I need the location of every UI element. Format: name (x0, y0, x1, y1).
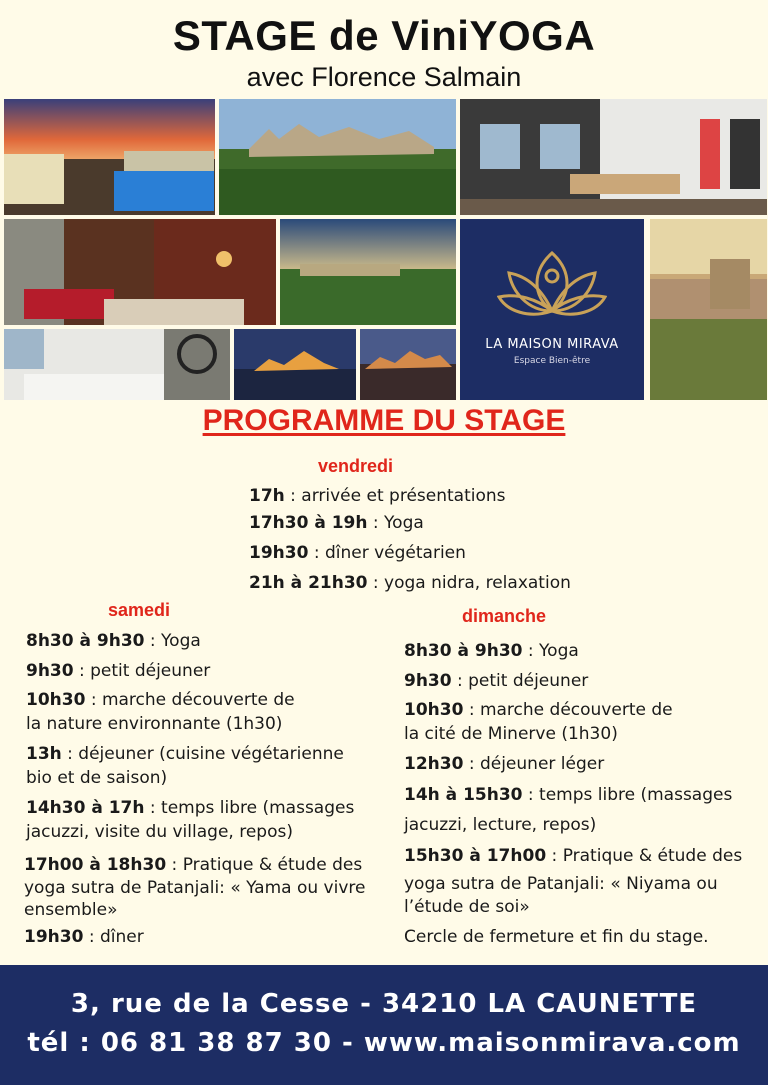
item-text: : yoga nidra, relaxation (367, 573, 571, 593)
list-item-cont: ensemble» (24, 900, 118, 920)
photo-castle-night (234, 329, 356, 400)
footer-contact: tél : 06 81 38 87 30 - www.maisonmirava.com (27, 1028, 741, 1058)
item-text: Cercle de fermeture et fin du stage. (404, 927, 709, 947)
photo-jacuzzi-sunset (4, 99, 215, 215)
list-item (404, 927, 709, 948)
list-item (26, 631, 201, 652)
list-item (404, 846, 742, 867)
photo-carcassonne-vineyard (219, 99, 456, 215)
item-time: 15h30 à 17h00 (404, 846, 547, 866)
item-text: : Yoga (367, 513, 424, 533)
list-item (404, 754, 604, 775)
item-time: 8h30 à 9h30 (404, 641, 523, 661)
item-text: : petit déjeuner (451, 671, 589, 691)
photo-bedroom (4, 329, 230, 400)
item-time: 21h à 21h30 (249, 573, 368, 593)
list-item-cont: yoga sutra de Patanjali: « Niyama ou (404, 874, 718, 894)
item-text: : Yoga (522, 641, 579, 661)
item-time: 14h à 15h30 (404, 785, 523, 805)
list-item (24, 927, 144, 948)
list-item-cont: l’étude de soi» (404, 897, 530, 917)
item-time: 13h (26, 744, 62, 764)
item-text: : petit déjeuner (73, 661, 211, 681)
item-time: 19h30 (24, 927, 84, 947)
item-text: : arrivée et présentations (284, 486, 506, 506)
list-item (404, 671, 588, 692)
list-item-cont: jacuzzi, lecture, repos) (404, 815, 597, 835)
day-heading-dimanche: dimanche (462, 606, 547, 626)
item-text: : marche découverte de (463, 700, 673, 720)
list-item (24, 855, 362, 876)
item-time: 12h30 (404, 754, 464, 774)
item-text: : Yoga (144, 631, 201, 651)
list-item-cont: la nature environnante (1h30) (26, 714, 283, 734)
footer (0, 965, 768, 1085)
list-item (404, 700, 673, 721)
item-time: 17h30 à 19h (249, 513, 368, 533)
item-time: 8h30 à 9h30 (26, 631, 145, 651)
programme-title: PROGRAMME DU STAGE (202, 404, 566, 437)
list-item-cont: yoga sutra de Patanjali: « Yama ou vivre (24, 878, 366, 898)
item-time: 14h30 à 17h (26, 798, 145, 818)
list-item-cont: bio et de saison) (26, 768, 168, 788)
item-time: 17h (249, 486, 285, 506)
list-item (249, 486, 506, 507)
item-time: 19h30 (249, 543, 309, 563)
page-title: STAGE de ViniYOGA (172, 12, 596, 59)
page-subtitle: avec Florence Salmain (246, 62, 522, 92)
list-item (26, 744, 344, 765)
photo-dining-room (460, 99, 767, 215)
list-item-cont: la cité de Minerve (1h30) (404, 724, 618, 744)
photo-village-landscape (280, 219, 456, 325)
item-time: 9h30 (404, 671, 452, 691)
footer-address: 3, rue de la Cesse - 34210 LA CAUNETTE (70, 989, 698, 1019)
list-item (26, 690, 295, 711)
item-text: : dîner (83, 927, 144, 947)
day-heading-samedi: samedi (108, 600, 171, 620)
logo-tagline: Espace Bien-être (513, 356, 591, 366)
logo-name: LA MAISON MIRAVA (485, 337, 619, 352)
item-text: : Pratique & étude des (546, 846, 743, 866)
item-text: : dîner végétarien (308, 543, 466, 563)
item-text: : déjeuner léger (463, 754, 605, 774)
day-heading-vendredi: vendredi (318, 456, 394, 476)
list-item (249, 573, 571, 594)
lotus-icon (497, 241, 607, 333)
item-text: : déjeuner (cuisine végétarienne (61, 744, 344, 764)
list-item (249, 543, 466, 564)
item-text: : temps libre (massages (144, 798, 355, 818)
photo-village-ruins (650, 219, 767, 400)
item-time: 10h30 (26, 690, 86, 710)
list-item (26, 798, 354, 819)
maison-mirava-logo (460, 219, 644, 400)
item-time: 9h30 (26, 661, 74, 681)
list-item (26, 661, 210, 682)
list-item (249, 513, 424, 534)
list-item-cont: jacuzzi, visite du village, repos) (26, 822, 293, 842)
item-time: 17h00 à 18h30 (24, 855, 167, 875)
item-text: : temps libre (massages (522, 785, 733, 805)
item-time: 10h30 (404, 700, 464, 720)
photo-carcassonne-dusk (360, 329, 456, 400)
list-item (404, 641, 579, 662)
photo-spa-room (4, 219, 276, 325)
list-item (404, 785, 732, 806)
item-text: : marche découverte de (85, 690, 295, 710)
item-text: : Pratique & étude des (166, 855, 363, 875)
